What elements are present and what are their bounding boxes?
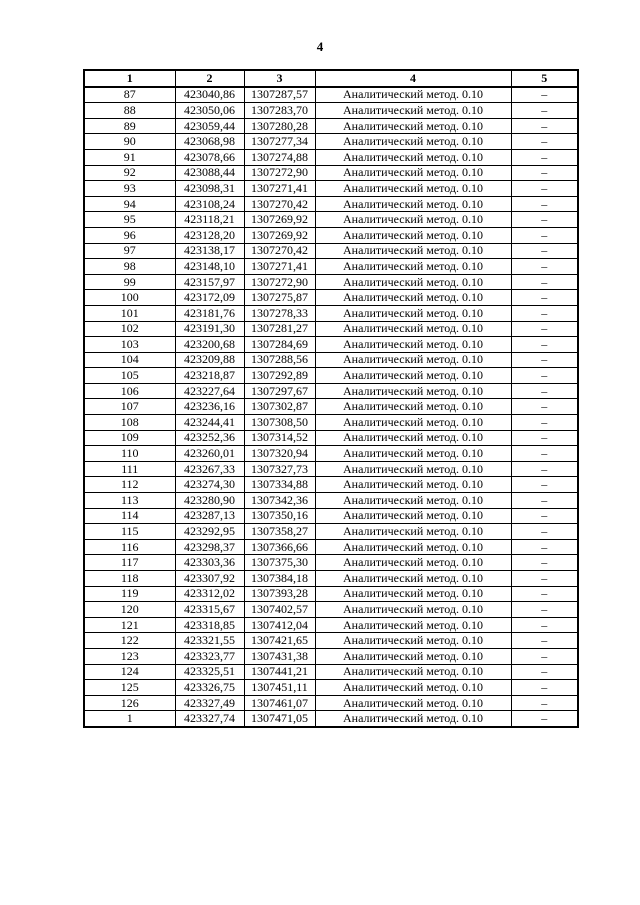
note-cell: – xyxy=(511,243,578,259)
point-number-cell: 1 xyxy=(84,711,175,727)
point-number-cell: 98 xyxy=(84,259,175,275)
method-cell: Аналитический метод. 0.10 xyxy=(315,274,511,290)
x-coordinate-cell: 423138,17 xyxy=(175,243,244,259)
note-cell: – xyxy=(511,149,578,165)
note-cell: – xyxy=(511,227,578,243)
method-cell: Аналитический метод. 0.10 xyxy=(315,617,511,633)
y-coordinate-cell: 1307302,87 xyxy=(244,399,315,415)
method-cell: Аналитический метод. 0.10 xyxy=(315,196,511,212)
coordinates-table xyxy=(83,69,579,728)
table-row xyxy=(84,399,578,415)
y-coordinate-cell: 1307283,70 xyxy=(244,103,315,119)
column-header-2: 2 xyxy=(175,70,244,87)
note-cell: – xyxy=(511,477,578,493)
table-row xyxy=(84,648,578,664)
method-cell: Аналитический метод. 0.10 xyxy=(315,524,511,540)
table-row xyxy=(84,571,578,587)
y-coordinate-cell: 1307281,27 xyxy=(244,321,315,337)
table-row xyxy=(84,477,578,493)
point-number-cell: 99 xyxy=(84,274,175,290)
note-cell: – xyxy=(511,399,578,415)
method-cell: Аналитический метод. 0.10 xyxy=(315,87,511,103)
x-coordinate-cell: 423191,30 xyxy=(175,321,244,337)
point-number-cell: 123 xyxy=(84,648,175,664)
y-coordinate-cell: 1307271,41 xyxy=(244,181,315,197)
table-row xyxy=(84,352,578,368)
point-number-cell: 121 xyxy=(84,617,175,633)
x-coordinate-cell: 423108,24 xyxy=(175,196,244,212)
point-number-cell: 118 xyxy=(84,571,175,587)
table-row xyxy=(84,695,578,711)
x-coordinate-cell: 423098,31 xyxy=(175,181,244,197)
y-coordinate-cell: 1307287,57 xyxy=(244,87,315,103)
x-coordinate-cell: 423260,01 xyxy=(175,446,244,462)
y-coordinate-cell: 1307375,30 xyxy=(244,555,315,571)
method-cell: Аналитический метод. 0.10 xyxy=(315,399,511,415)
page-number: 4 xyxy=(316,39,324,54)
table-row xyxy=(84,149,578,165)
table-row xyxy=(84,227,578,243)
x-coordinate-cell: 423292,95 xyxy=(175,524,244,540)
method-cell: Аналитический метод. 0.10 xyxy=(315,415,511,431)
x-coordinate-cell: 423307,92 xyxy=(175,571,244,587)
x-coordinate-cell: 423312,02 xyxy=(175,586,244,602)
table-row xyxy=(84,633,578,649)
method-cell: Аналитический метод. 0.10 xyxy=(315,165,511,181)
point-number-cell: 104 xyxy=(84,352,175,368)
y-coordinate-cell: 1307342,36 xyxy=(244,493,315,509)
x-coordinate-cell: 423327,49 xyxy=(175,695,244,711)
table-row xyxy=(84,212,578,228)
point-number-cell: 112 xyxy=(84,477,175,493)
table-row xyxy=(84,321,578,337)
table-row xyxy=(84,602,578,618)
note-cell: – xyxy=(511,415,578,431)
y-coordinate-cell: 1307278,33 xyxy=(244,305,315,321)
note-cell: – xyxy=(511,524,578,540)
note-cell: – xyxy=(511,633,578,649)
x-coordinate-cell: 423280,90 xyxy=(175,493,244,509)
point-number-cell: 89 xyxy=(84,118,175,134)
y-coordinate-cell: 1307272,90 xyxy=(244,274,315,290)
table-row xyxy=(84,555,578,571)
note-cell: – xyxy=(511,305,578,321)
method-cell: Аналитический метод. 0.10 xyxy=(315,648,511,664)
note-cell: – xyxy=(511,383,578,399)
x-coordinate-cell: 423128,20 xyxy=(175,227,244,243)
point-number-cell: 96 xyxy=(84,227,175,243)
x-coordinate-cell: 423315,67 xyxy=(175,602,244,618)
y-coordinate-cell: 1307334,88 xyxy=(244,477,315,493)
method-cell: Аналитический метод. 0.10 xyxy=(315,149,511,165)
y-coordinate-cell: 1307275,87 xyxy=(244,290,315,306)
note-cell: – xyxy=(511,695,578,711)
y-coordinate-cell: 1307358,27 xyxy=(244,524,315,540)
note-cell: – xyxy=(511,212,578,228)
note-cell: – xyxy=(511,337,578,353)
y-coordinate-cell: 1307269,92 xyxy=(244,212,315,228)
y-coordinate-cell: 1307320,94 xyxy=(244,446,315,462)
method-cell: Аналитический метод. 0.10 xyxy=(315,602,511,618)
note-cell: – xyxy=(511,664,578,680)
table-row xyxy=(84,586,578,602)
y-coordinate-cell: 1307292,89 xyxy=(244,368,315,384)
y-coordinate-cell: 1307280,28 xyxy=(244,118,315,134)
x-coordinate-cell: 423078,66 xyxy=(175,149,244,165)
point-number-cell: 90 xyxy=(84,134,175,150)
x-coordinate-cell: 423244,41 xyxy=(175,415,244,431)
point-number-cell: 92 xyxy=(84,165,175,181)
x-coordinate-cell: 423318,85 xyxy=(175,617,244,633)
table-row xyxy=(84,337,578,353)
point-number-cell: 110 xyxy=(84,446,175,462)
y-coordinate-cell: 1307277,34 xyxy=(244,134,315,150)
note-cell: – xyxy=(511,321,578,337)
x-coordinate-cell: 423157,97 xyxy=(175,274,244,290)
y-coordinate-cell: 1307412,04 xyxy=(244,617,315,633)
point-number-cell: 107 xyxy=(84,399,175,415)
method-cell: Аналитический метод. 0.10 xyxy=(315,695,511,711)
table-row xyxy=(84,165,578,181)
point-number-cell: 111 xyxy=(84,461,175,477)
method-cell: Аналитический метод. 0.10 xyxy=(315,586,511,602)
method-cell: Аналитический метод. 0.10 xyxy=(315,134,511,150)
method-cell: Аналитический метод. 0.10 xyxy=(315,633,511,649)
table-row xyxy=(84,711,578,727)
method-cell: Аналитический метод. 0.10 xyxy=(315,118,511,134)
x-coordinate-cell: 423274,30 xyxy=(175,477,244,493)
column-header-3: 3 xyxy=(244,70,315,87)
method-cell: Аналитический метод. 0.10 xyxy=(315,259,511,275)
x-coordinate-cell: 423218,87 xyxy=(175,368,244,384)
point-number-cell: 124 xyxy=(84,664,175,680)
note-cell: – xyxy=(511,290,578,306)
table-row xyxy=(84,617,578,633)
point-number-cell: 116 xyxy=(84,539,175,555)
y-coordinate-cell: 1307350,16 xyxy=(244,508,315,524)
column-header-5: 5 xyxy=(511,70,578,87)
point-number-cell: 95 xyxy=(84,212,175,228)
point-number-cell: 105 xyxy=(84,368,175,384)
y-coordinate-cell: 1307461,07 xyxy=(244,695,315,711)
table-row xyxy=(84,508,578,524)
point-number-cell: 106 xyxy=(84,383,175,399)
method-cell: Аналитический метод. 0.10 xyxy=(315,477,511,493)
x-coordinate-cell: 423326,75 xyxy=(175,680,244,696)
table-row xyxy=(84,415,578,431)
point-number-cell: 109 xyxy=(84,430,175,446)
y-coordinate-cell: 1307471,05 xyxy=(244,711,315,727)
point-number-cell: 93 xyxy=(84,181,175,197)
method-cell: Аналитический метод. 0.10 xyxy=(315,711,511,727)
note-cell: – xyxy=(511,368,578,384)
x-coordinate-cell: 423252,36 xyxy=(175,430,244,446)
table-row xyxy=(84,446,578,462)
point-number-cell: 114 xyxy=(84,508,175,524)
note-cell: – xyxy=(511,446,578,462)
note-cell: – xyxy=(511,103,578,119)
note-cell: – xyxy=(511,539,578,555)
method-cell: Аналитический метод. 0.10 xyxy=(315,103,511,119)
table-row xyxy=(84,383,578,399)
table-row xyxy=(84,461,578,477)
table-row xyxy=(84,87,578,103)
point-number-cell: 122 xyxy=(84,633,175,649)
x-coordinate-cell: 423323,77 xyxy=(175,648,244,664)
table-row xyxy=(84,524,578,540)
point-number-cell: 125 xyxy=(84,680,175,696)
x-coordinate-cell: 423148,10 xyxy=(175,259,244,275)
y-coordinate-cell: 1307284,69 xyxy=(244,337,315,353)
y-coordinate-cell: 1307269,92 xyxy=(244,227,315,243)
y-coordinate-cell: 1307384,18 xyxy=(244,571,315,587)
note-cell: – xyxy=(511,617,578,633)
table-row xyxy=(84,305,578,321)
note-cell: – xyxy=(511,352,578,368)
method-cell: Аналитический метод. 0.10 xyxy=(315,290,511,306)
point-number-cell: 119 xyxy=(84,586,175,602)
table-header-row xyxy=(84,70,578,87)
y-coordinate-cell: 1307441,21 xyxy=(244,664,315,680)
note-cell: – xyxy=(511,134,578,150)
x-coordinate-cell: 423321,55 xyxy=(175,633,244,649)
note-cell: – xyxy=(511,602,578,618)
y-coordinate-cell: 1307271,41 xyxy=(244,259,315,275)
point-number-cell: 108 xyxy=(84,415,175,431)
table-row xyxy=(84,664,578,680)
method-cell: Аналитический метод. 0.10 xyxy=(315,321,511,337)
point-number-cell: 91 xyxy=(84,149,175,165)
x-coordinate-cell: 423303,36 xyxy=(175,555,244,571)
y-coordinate-cell: 1307421,65 xyxy=(244,633,315,649)
x-coordinate-cell: 423088,44 xyxy=(175,165,244,181)
y-coordinate-cell: 1307272,90 xyxy=(244,165,315,181)
method-cell: Аналитический метод. 0.10 xyxy=(315,305,511,321)
method-cell: Аналитический метод. 0.10 xyxy=(315,243,511,259)
method-cell: Аналитический метод. 0.10 xyxy=(315,446,511,462)
y-coordinate-cell: 1307308,50 xyxy=(244,415,315,431)
note-cell: – xyxy=(511,87,578,103)
y-coordinate-cell: 1307431,38 xyxy=(244,648,315,664)
method-cell: Аналитический метод. 0.10 xyxy=(315,227,511,243)
table-row xyxy=(84,196,578,212)
table-row xyxy=(84,680,578,696)
method-cell: Аналитический метод. 0.10 xyxy=(315,493,511,509)
x-coordinate-cell: 423236,16 xyxy=(175,399,244,415)
point-number-cell: 115 xyxy=(84,524,175,540)
column-header-4: 4 xyxy=(315,70,511,87)
note-cell: – xyxy=(511,461,578,477)
x-coordinate-cell: 423287,13 xyxy=(175,508,244,524)
y-coordinate-cell: 1307451,11 xyxy=(244,680,315,696)
table-row xyxy=(84,274,578,290)
x-coordinate-cell: 423325,51 xyxy=(175,664,244,680)
method-cell: Аналитический метод. 0.10 xyxy=(315,571,511,587)
table-body xyxy=(84,87,578,727)
y-coordinate-cell: 1307270,42 xyxy=(244,243,315,259)
note-cell: – xyxy=(511,680,578,696)
point-number-cell: 120 xyxy=(84,602,175,618)
x-coordinate-cell: 423327,74 xyxy=(175,711,244,727)
y-coordinate-cell: 1307270,42 xyxy=(244,196,315,212)
point-number-cell: 87 xyxy=(84,87,175,103)
method-cell: Аналитический метод. 0.10 xyxy=(315,461,511,477)
table-row xyxy=(84,430,578,446)
point-number-cell: 103 xyxy=(84,337,175,353)
x-coordinate-cell: 423200,68 xyxy=(175,337,244,353)
method-cell: Аналитический метод. 0.10 xyxy=(315,430,511,446)
note-cell: – xyxy=(511,274,578,290)
table-row xyxy=(84,493,578,509)
x-coordinate-cell: 423050,06 xyxy=(175,103,244,119)
note-cell: – xyxy=(511,711,578,727)
note-cell: – xyxy=(511,430,578,446)
y-coordinate-cell: 1307402,57 xyxy=(244,602,315,618)
note-cell: – xyxy=(511,493,578,509)
table-row xyxy=(84,368,578,384)
x-coordinate-cell: 423181,76 xyxy=(175,305,244,321)
method-cell: Аналитический метод. 0.10 xyxy=(315,337,511,353)
method-cell: Аналитический метод. 0.10 xyxy=(315,383,511,399)
y-coordinate-cell: 1307314,52 xyxy=(244,430,315,446)
method-cell: Аналитический метод. 0.10 xyxy=(315,352,511,368)
column-header-1: 1 xyxy=(84,70,175,87)
method-cell: Аналитический метод. 0.10 xyxy=(315,368,511,384)
point-number-cell: 117 xyxy=(84,555,175,571)
note-cell: – xyxy=(511,196,578,212)
x-coordinate-cell: 423068,98 xyxy=(175,134,244,150)
note-cell: – xyxy=(511,648,578,664)
x-coordinate-cell: 423059,44 xyxy=(175,118,244,134)
x-coordinate-cell: 423040,86 xyxy=(175,87,244,103)
method-cell: Аналитический метод. 0.10 xyxy=(315,508,511,524)
point-number-cell: 100 xyxy=(84,290,175,306)
x-coordinate-cell: 423298,37 xyxy=(175,539,244,555)
table-row xyxy=(84,103,578,119)
x-coordinate-cell: 423118,21 xyxy=(175,212,244,228)
note-cell: – xyxy=(511,118,578,134)
point-number-cell: 94 xyxy=(84,196,175,212)
y-coordinate-cell: 1307274,88 xyxy=(244,149,315,165)
y-coordinate-cell: 1307288,56 xyxy=(244,352,315,368)
point-number-cell: 97 xyxy=(84,243,175,259)
note-cell: – xyxy=(511,555,578,571)
y-coordinate-cell: 1307366,66 xyxy=(244,539,315,555)
point-number-cell: 88 xyxy=(84,103,175,119)
note-cell: – xyxy=(511,181,578,197)
note-cell: – xyxy=(511,571,578,587)
note-cell: – xyxy=(511,508,578,524)
note-cell: – xyxy=(511,165,578,181)
method-cell: Аналитический метод. 0.10 xyxy=(315,555,511,571)
point-number-cell: 102 xyxy=(84,321,175,337)
method-cell: Аналитический метод. 0.10 xyxy=(315,664,511,680)
x-coordinate-cell: 423267,33 xyxy=(175,461,244,477)
method-cell: Аналитический метод. 0.10 xyxy=(315,539,511,555)
note-cell: – xyxy=(511,259,578,275)
table-row xyxy=(84,134,578,150)
point-number-cell: 113 xyxy=(84,493,175,509)
table-row xyxy=(84,181,578,197)
table-row xyxy=(84,118,578,134)
table-row xyxy=(84,290,578,306)
point-number-cell: 101 xyxy=(84,305,175,321)
x-coordinate-cell: 423209,88 xyxy=(175,352,244,368)
method-cell: Аналитический метод. 0.10 xyxy=(315,212,511,228)
x-coordinate-cell: 423227,64 xyxy=(175,383,244,399)
y-coordinate-cell: 1307327,73 xyxy=(244,461,315,477)
method-cell: Аналитический метод. 0.10 xyxy=(315,680,511,696)
table-row xyxy=(84,243,578,259)
point-number-cell: 126 xyxy=(84,695,175,711)
note-cell: – xyxy=(511,586,578,602)
method-cell: Аналитический метод. 0.10 xyxy=(315,181,511,197)
y-coordinate-cell: 1307297,67 xyxy=(244,383,315,399)
table-row xyxy=(84,539,578,555)
x-coordinate-cell: 423172,09 xyxy=(175,290,244,306)
table-row xyxy=(84,259,578,275)
y-coordinate-cell: 1307393,28 xyxy=(244,586,315,602)
